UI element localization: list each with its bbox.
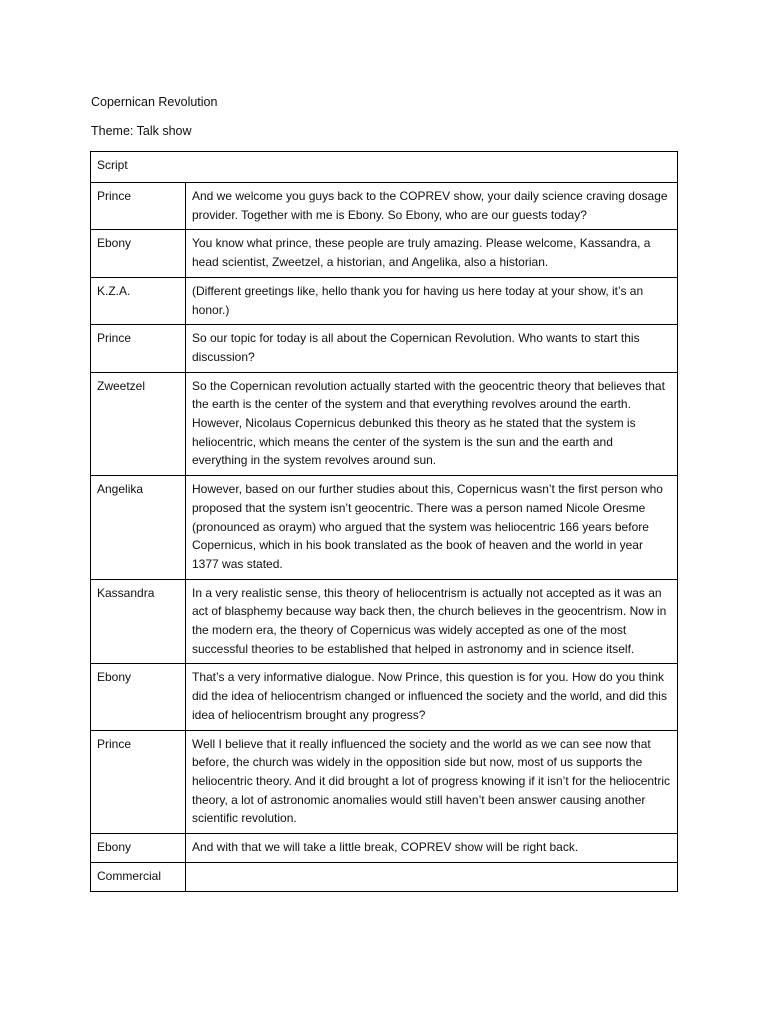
speaker-cell: Kassandra: [91, 579, 186, 664]
table-header: Script: [91, 152, 678, 183]
table-row: [91, 862, 678, 891]
dialogue-cell: You know what prince, these people are truly amazing. Please welcome, Kassandra, a head scientist, Zweetzel, a historian, and Angelika, also a historian.: [186, 230, 678, 277]
document-theme: Theme: Talk show: [91, 124, 192, 138]
table-row: [91, 372, 678, 476]
script-table: [90, 151, 678, 892]
table-header-row: [91, 152, 678, 183]
speaker-cell: Prince: [91, 183, 186, 230]
table-row: [91, 277, 678, 324]
speaker-cell: K.Z.A.: [91, 277, 186, 324]
speaker-cell: Angelika: [91, 476, 186, 580]
dialogue-cell: That’s a very informative dialogue. Now Prince, this question is for you. How do you think did the idea of heliocentrism changed or influenced the society and the world, and did this idea of heliocentrism brought any progress?: [186, 664, 678, 730]
dialogue-cell: So the Copernican revolution actually started with the geocentric theory that believes that the earth is the center of the system and that everything revolves around the earth. However, Nicolaus Copernicus debunked this theory as he stated that the system is heliocentric, which means the center of the system is the sun and the earth and everything in the system revolves around sun.: [186, 372, 678, 476]
table-row: [91, 730, 678, 834]
speaker-cell: Ebony: [91, 664, 186, 730]
speaker-cell: Zweetzel: [91, 372, 186, 476]
table-row: [91, 664, 678, 730]
table-row: [91, 476, 678, 580]
speaker-cell: Prince: [91, 730, 186, 834]
dialogue-cell: (Different greetings like, hello thank you for having us here today at your show, it’s an honor.): [186, 277, 678, 324]
table-row: [91, 834, 678, 863]
dialogue-cell: However, based on our further studies about this, Copernicus wasn’t the first person who proposed that the system isn’t geocentric. There was a person named Nicole Oresme (pronounced as oraym) who argued that the system was heliocentric 166 years before Copernicus, which in his book translated as the book of heaven and the world in year 1377 was stated.: [186, 476, 678, 580]
speaker-cell: Ebony: [91, 230, 186, 277]
table-row: [91, 579, 678, 664]
dialogue-cell: And we welcome you guys back to the COPREV show, your daily science craving dosage provider. Together with me is Ebony. So Ebony, who are our guests today?: [186, 183, 678, 230]
dialogue-cell: So our topic for today is all about the Copernican Revolution. Who wants to start this discussion?: [186, 325, 678, 372]
table-row: [91, 325, 678, 372]
dialogue-cell: Well I believe that it really influenced the society and the world as we can see now that before, the church was widely in the opposition side but now, most of us supports the heliocentric theory. And it did brought a lot of progress knowing if it isn’t for the heliocentric theory, a lot of astronomic anomalies would still haven’t been answer causing another scientific revolution.: [186, 730, 678, 834]
speaker-cell: Ebony: [91, 834, 186, 863]
speaker-cell: Commercial: [91, 862, 186, 891]
dialogue-cell: In a very realistic sense, this theory of heliocentrism is actually not accepted as it was an act of blasphemy because way back then, the church believes in the geocentrism. Now in the modern era, the theory of Copernicus was widely accepted as one of the most successful theories to be established that helped in astronomy and in science itself.: [186, 579, 678, 664]
document-title: Copernican Revolution: [91, 95, 218, 109]
table-row: [91, 230, 678, 277]
dialogue-cell: [186, 862, 678, 891]
dialogue-cell: And with that we will take a little break, COPREV show will be right back.: [186, 834, 678, 863]
speaker-cell: Prince: [91, 325, 186, 372]
table-row: [91, 183, 678, 230]
